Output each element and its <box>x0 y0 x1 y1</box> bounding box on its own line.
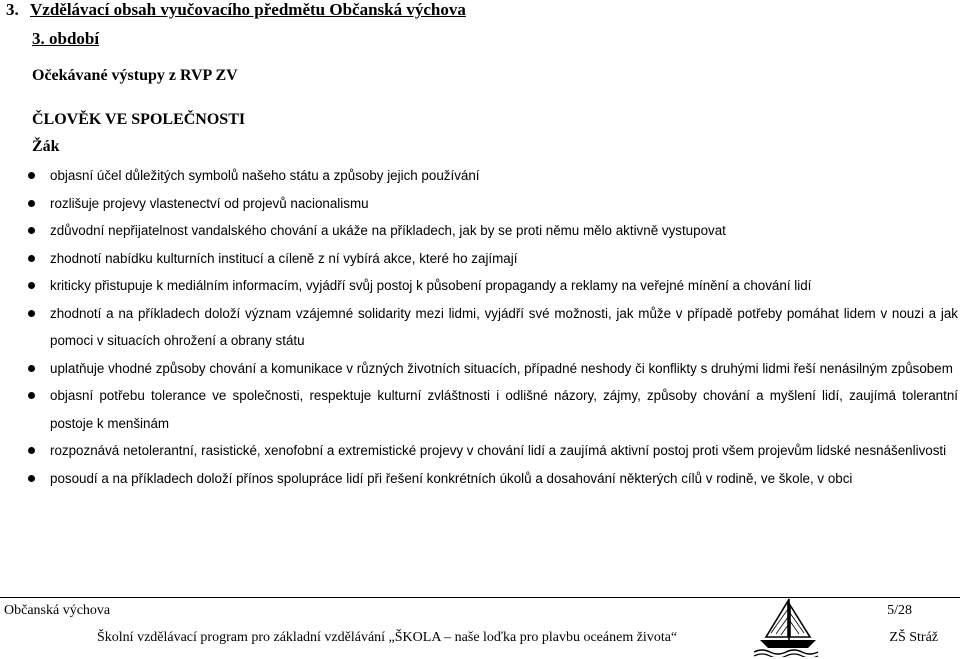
outcome-item <box>28 355 958 383</box>
outcome-text: kriticky přistupuje k mediálním informacím, vyjádří svůj postoj k působení propagandy a reklamy na veřejné mínění a chování lidí <box>50 278 812 293</box>
outcome-text: zdůvodní nepřijatelnost vandalského chování a ukáže na příkladech, jak by se proti němu mělo aktivně vystupovat <box>50 223 726 238</box>
outcome-item <box>28 217 958 245</box>
outcome-text: zhodnotí nabídku kulturních institucí a cíleně z ní vybírá akce, které ho zajímají <box>50 250 518 266</box>
bullet-icon <box>28 447 35 454</box>
bullet-icon <box>28 200 35 207</box>
outcome-text: zhodnotí a na příkladech doloží význam vzájemné solidarity mezi lidmi, vyjádří své možnosti, jak může v případě potřeby pomáhat lidem v nouzi a jak pomoci v situacích ohrožení a obrany státu <box>50 305 958 348</box>
outcome-text: rozpoznává netolerantní, rasistické, xenofobní a extremistické projevy v chování lidí a zaujímá aktivní postoj proti všem projevům lidské nesnášenlivosti <box>50 443 947 458</box>
page-number: 5/28 <box>887 603 912 618</box>
bullet-icon <box>28 365 35 372</box>
footer-program-name: Školní vzdělávací program pro základní vzdělávání „ŠKOLA – naše loďka pro plavbu oceánem života“ <box>97 630 678 645</box>
outcome-text: objasní potřebu tolerance ve společnosti, respektuje kulturní zvláštnosti i odlišné názory, zájmy, způsoby chování a myšlení lidí, zaujímá tolerantní postoje k menšinám <box>50 388 958 431</box>
footer-school-name: ZŠ Stráž <box>889 630 938 645</box>
bullet-icon <box>28 227 35 234</box>
outcome-item <box>28 162 958 190</box>
outcome-item <box>28 190 958 218</box>
period-heading: 3. období <box>32 29 100 48</box>
bullet-icon <box>28 282 35 289</box>
outcome-item <box>28 272 958 300</box>
sailboat-logo-icon <box>752 597 822 657</box>
outcome-item <box>28 437 958 465</box>
footer-subject: Občanská výchova <box>4 603 111 618</box>
outcome-item <box>28 382 958 437</box>
outcome-item <box>28 245 958 273</box>
outcome-text: posoudí a na příkladech doloží přínos spolupráce lidí při řešení konkrétních úkolů a dosahování některých cílů v rodině, ve škole, v obci <box>50 470 853 486</box>
bullet-icon <box>28 392 35 399</box>
outcome-text: objasní účel důležitých symbolů našeho státu a způsoby jejich používání <box>50 168 480 183</box>
student-label: Žák <box>32 138 60 155</box>
bullet-icon <box>28 172 35 179</box>
outcome-item <box>28 300 958 355</box>
outcomes-list <box>28 162 958 492</box>
section-title: ČLOVĚK VE SPOLEČNOSTI <box>32 111 246 128</box>
bullet-icon <box>28 310 35 317</box>
outcome-text: rozlišuje projevy vlastenectví od projevů nacionalismu <box>50 195 369 211</box>
bullet-icon <box>28 255 35 262</box>
chapter-number: 3. <box>6 0 19 19</box>
chapter-title: Vzdělávací obsah vyučovacího předmětu Občanská výchova <box>30 0 466 19</box>
expected-outcomes-label: Očekávané výstupy z RVP ZV <box>32 67 238 84</box>
bullet-icon <box>28 475 35 482</box>
outcome-text: uplatňuje vhodné způsoby chování a komunikace v různých životních situacích, případné neshody či konflikty s druhými lidmi řeší nenásilným způsobem <box>50 360 953 376</box>
outcome-item <box>28 465 958 493</box>
chapter-heading <box>6 0 466 20</box>
